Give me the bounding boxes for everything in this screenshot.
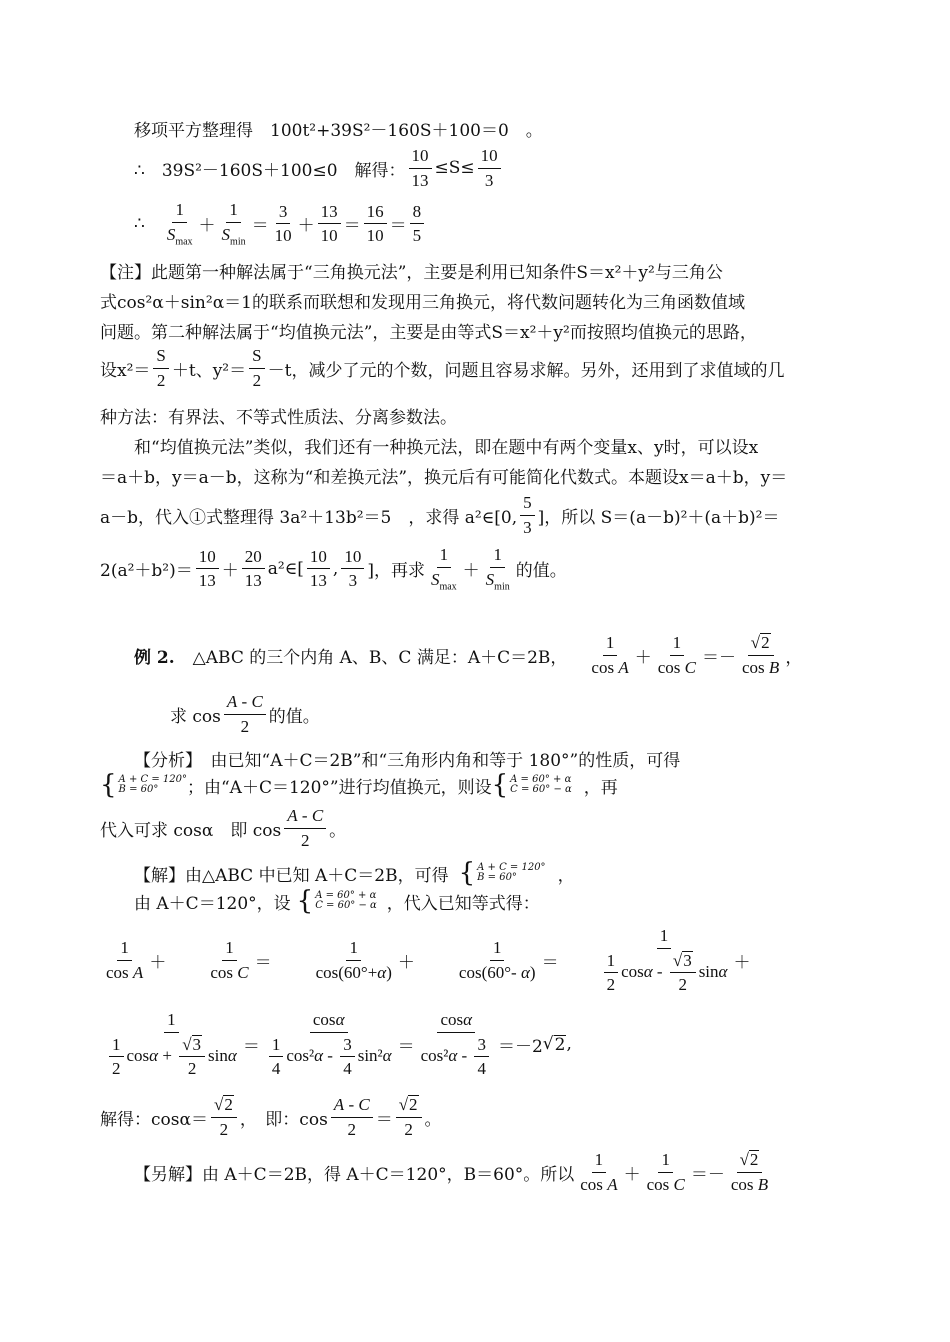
system-brace: { A + C = 120° B = 60° [100,770,187,800]
note-line: 【注】此题第一种解法属于“三角换元法”，主要是利用已知条件S＝x²＋y²与三角公 [100,263,723,283]
system-brace: { A = 60° + α C = 60° − α [491,770,572,800]
fraction: $\frac{10}{3}$ [478,146,501,190]
solution-line: 由 A＋C＝120°，设 { A = 60° + α C = 60° − α ，代入已知等式得： [134,886,540,916]
equation-line-2 [134,146,504,190]
system-brace: { A = 60° + α C = 60° − α [296,886,377,916]
equation-line-3: ∴ $\frac{1}{S_{max}}$ ＋ $\frac{1}{S_{min}}$ ＝ $\frac{3}{10}$ ＋ $\frac{13}{10}$ ＝ $\frac{16}{10}$ ＝ $\frac{8}{5}$ [134,200,427,247]
para-line: ＝a＋b，y＝a－b，这称为“和差换元法”，换元后有可能简化代数式。本题设x＝a＋b，y＝ [100,468,788,488]
solution-equation-2: 1 $\frac{1}{2}$ cosα + √ 3 2 sinα ＝ cosα $\frac{1}{4}$ cos²α - $\frac{3}{4}$ sin²α ＝ cosα cos²α - $\frac{3}{4}$ ＝－2 √ 2 , [100,1010,572,1079]
solution-equation-1: $\frac{1}{\text{cos A}}$ ＋ $\frac{1}{\text{cos C}}$ ＝ $\frac{1}{\cos(60^\circ+\alpha)}$ ＋ $\frac{1}{\cos(60^\circ- \alpha)}$ ＝ 1 $\frac{1}{2}$ cosα - √ 3 2 sinα ＋ [106,926,751,995]
text: ∴ 39S²－160S＋100≤0 解得： [134,160,406,181]
note-line: 设x²＝ $\frac{S}{2}$ ＋t、y²＝ $\frac{S}{2}$ －t，减少了元的个数，问题且容易求解。另外，还用到了求值域的几 [100,346,785,390]
text: 移项平方整理得 100t²+39S²－160S＋100＝0 。 [134,121,543,141]
system-brace: { A + C = 120° B = 60° [458,858,546,888]
note-line: 种方法：有界法、不等式性质法、分离参数法。 [100,408,457,428]
equation-line-1 [134,116,543,141]
example-2-question: 求 cos $\frac{A - C}{2}$ 的值。 [170,692,320,736]
para-line: 2(a²＋b²)＝ $\frac{10}{13}$ ＋ $\frac{20}{13}$ a²∈[ $\frac{10}{13}$ , $\frac{10}{3}$ ]，再求 $\frac{1}{S_{max}}$ ＋ $\frac{1}{S_{min}}$ 的值。 [100,545,567,592]
analysis-line: { A + C = 120° B = 60° ；由“A＋C＝120°”进行均值换元，则设 { A = 60° + α C = 60° − α ，再 [100,770,618,800]
para-line: a－b，代入①式整理得 3a²＋13b²＝5 ，求得 a²∈[0, $\frac{5}{3}$ ]，所以 S＝(a－b)²＋(a＋b)²＝ [100,493,780,537]
solution-line: 【解】由△ABC 中已知 A＋C＝2B，可得 { A + C = 120° B = 60° ， [134,858,575,888]
para-line: 和“均值换元法”类似，我们还有一种换元法，即在题中有两个变量x、y时，可以设x [134,438,759,458]
text: ≤S≤ [434,158,475,179]
therefore: ∴ [134,213,145,234]
note-line: 式cos²α＋sin²α＝1的联系而联想和发现用三角换元，将代数问题转化为三角函数值域 [100,293,745,313]
fraction: $\frac{10}{13}$ [409,146,432,190]
analysis-line: 【分析】 由已知“A＋C＝2B”和“三角形内角和等于 180°”的性质，可得 [134,751,681,771]
analysis-line: 代入可求 cosα 即 cos $\frac{A - C}{2}$ 。 [100,806,347,850]
note-line: 问题。第二种解法属于“均值换元法”，主要是由等式S＝x²＋y²而按照均值换元的思路， [100,323,757,343]
example-2-heading: 例 2. △ABC 的三个内角 A、B、C 满足：A＋C＝2B， $\frac{1}{\text{cos A}}$ ＋ $\frac{1}{\text{cos C}}$ ＝－ √ 2 cos B ， [134,633,803,677]
result-line: 解得：cosα＝ √ 2 2 ， 即：cos $\frac{A - C}{2}$ ＝ √ 2 2 。 [100,1095,442,1139]
alt-solution-line: 【另解】由 A＋C＝2B，得 A＋C＝120°，B＝60°。所以 $\frac{1}{\text{cos A}}$ ＋ $\frac{1}{\text{cos C}}$ ＝－ √ 2 cos B [134,1150,769,1194]
